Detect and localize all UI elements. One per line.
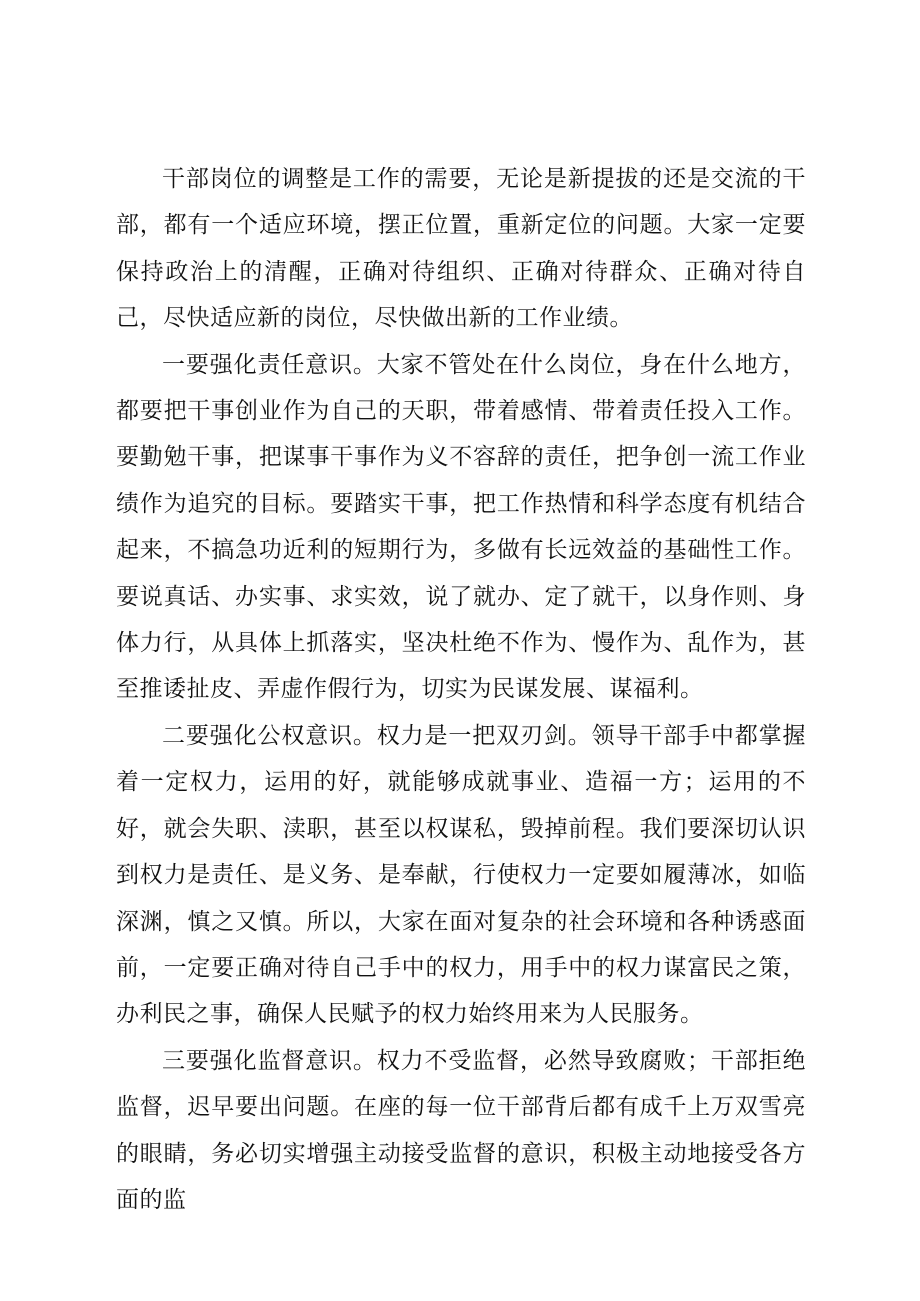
- document-body: [116, 156, 806, 1223]
- paragraph-public-power: 二要强化公权意识。权力是一把双刃剑。领导干部手中都掌握着一定权力，运用的好，就能够成就事业、造福一方；运用的不好，就会失职、渎职，甚至以权谋私，毁掉前程。我们要深切认识到权力是责任、是义务、是奉献，行使权力一定要如履薄冰，如临深渊，慎之又慎。所以，大家在面对复杂的社会环境和各种诱惑面前，一定要正确对待自己手中的权力，用手中的权力谋富民之策，办利民之事，确保人民赋予的权力始终用来为人民服务。: [116, 722, 806, 1028]
- paragraph-responsibility: 一要强化责任意识。大家不管处在什么岗位，身在什么地方，都要把干事创业作为自己的天职，带着感情、带着责任投入工作。要勤勉干事，把谋事干事作为义不容辞的责任，把争创一流工作业绩作为追究的目标。要踏实干事，把工作热情和科学态度有机结合起来，不搞急功近利的短期行为，多做有长远效益的基础性工作。要说真话、办实事、求实效，说了就办、定了就干，以身作则、身体力行，从具体上抓落实，坚决杜绝不作为、慢作为、乱作为，甚至推诿扯皮、弄虚作假行为，切实为民谋发展、谋福利。: [116, 351, 806, 703]
- paragraph-intro: 干部岗位的调整是工作的需要，无论是新提拔的还是交流的干部，都有一个适应环境，摆正位置，重新定位的问题。大家一定要保持政治上的清醒，正确对待组织、正确对待群众、正确对待自己，尽快适应新的岗位，尽快做出新的工作业绩。: [116, 166, 806, 332]
- paragraph-supervision: 三要强化监督意识。权力不受监督，必然导致腐败；干部拒绝监督，迟早要出问题。在座的每一位干部背后都有成千上万双雪亮的眼睛，务必切实增强主动接受监督的意识，积极主动地接受各方面的监: [116, 1047, 806, 1213]
